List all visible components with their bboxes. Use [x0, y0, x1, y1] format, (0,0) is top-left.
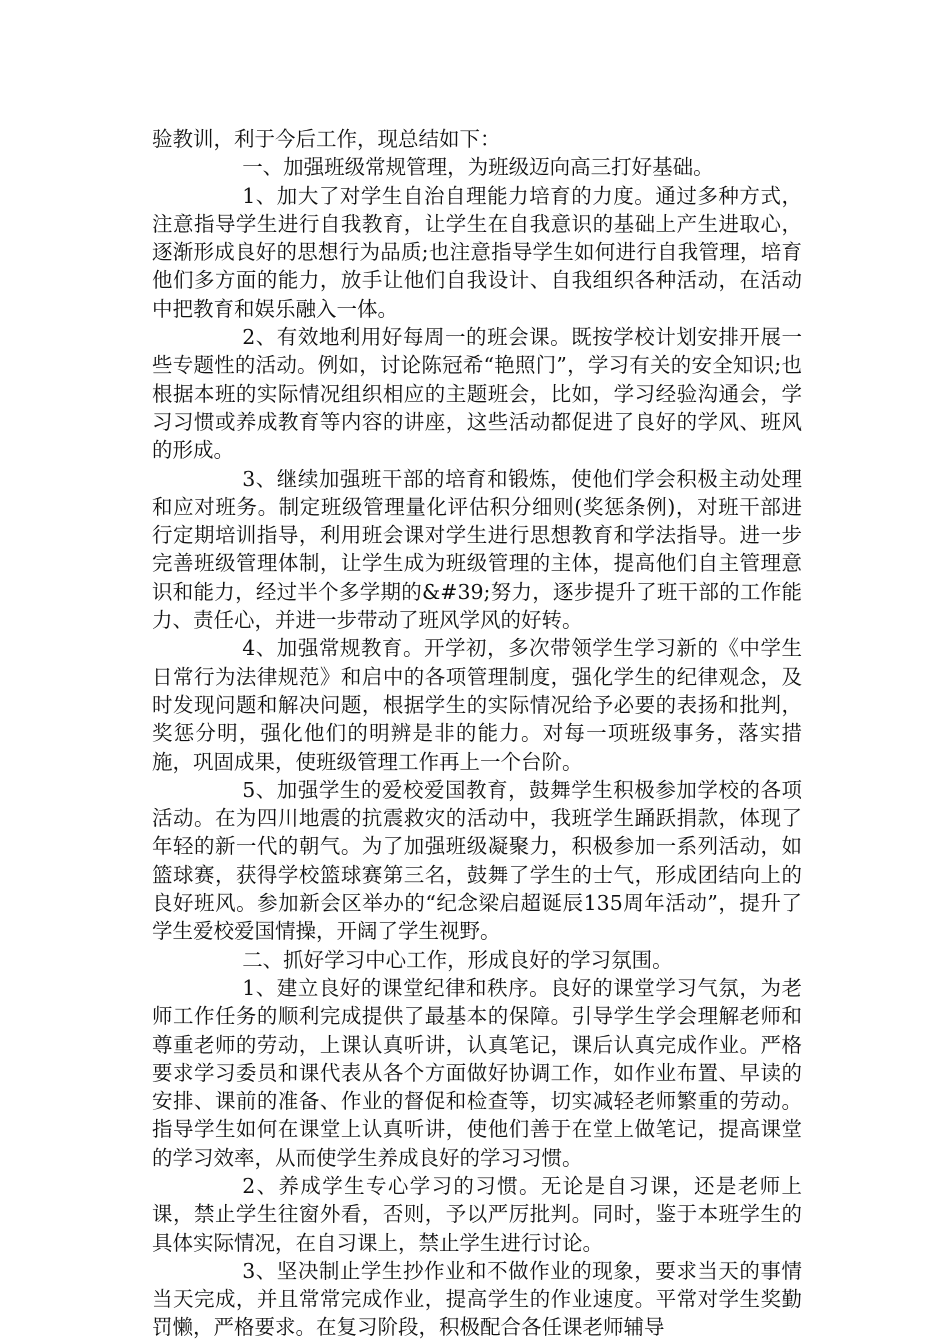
paragraph-intro: 验教训，利于今后工作，现总结如下： — [152, 127, 501, 151]
section-heading-1: 一、加强班级常规管理，为班级迈向高三打好基础。 — [242, 155, 714, 180]
paragraph-1-4: 4、加强常规教育。开学初，多次带领学生学习新的《中学生日常行为法律规范》和启中的各项管理制度，强化学生的纪律观念，及时发现问题和解决问题，根据学生的实际情况给予必要的表扬和批判，奖惩分明，强化他们的明辨是非的能力。对每一项班级事务，落实措施，巩固成果，使班级管理工作再上一个台阶。 — [152, 636, 802, 774]
paragraph-1-5: 5、加强学生的爱校爱国教育，鼓舞学生积极参加学校的各项活动。在为四川地震的抗震救灾的活动中，我班学生踊跃捐款，体现了年轻的新一代的朝气。为了加强班级凝聚力，积极参加一系列活动，如篮球赛，获得学校篮球赛第三名，鼓舞了学生的士气，形成团结向上的良好班风。参加新会区举办的“纪念梁启超诞辰135周年活动”，提升了学生爱校爱国情操，开阔了学生视野。 — [152, 777, 802, 944]
document-body — [152, 125, 802, 1342]
paragraph-2-1: 1、建立良好的课堂纪律和秩序。良好的课堂学习气氛，为老师工作任务的顺利完成提供了最基本的保障。引导学生学会理解老师和尊重老师的劳动，上课认真听讲，认真笔记，课后认真完成作业。严格要求学习委员和课代表从各个方面做好协调工作，如作业布置、早读的安排、课前的准备、作业的督促和检查等，切实减轻老师繁重的劳动。指导学生如何在课堂上认真听讲，使他们善于在堂上做笔记，提高课堂的学习效率，从而使学生养成良好的学习习惯。 — [152, 975, 802, 1170]
paragraph-2-2: 2、养成学生专心学习的习惯。无论是自习课，还是老师上课，禁止学生往窗外看，否则，予以严厉批判。同时，鉴于本班学生的具体实际情况，在自习课上，禁止学生进行讨论。 — [152, 1173, 802, 1255]
paragraph-1-2: 2、有效地利用好每周一的班会课。既按学校计划安排开展一些专题性的活动。例如，讨论陈冠希“艳照门”，学习有关的安全知识;也根据本班的实际情况组织相应的主题班会，比如，学习经验沟通会，学习习惯或养成教育等内容的讲座，这些活动都促进了良好的学风、班风的形成。 — [152, 325, 802, 463]
paragraph-1-3: 3、继续加强班干部的培育和锻炼，使他们学会积极主动处理和应对班务。制定班级管理量化评估积分细则(奖惩条例)，对班干部进行定期培训指导，利用班会课对学生进行思想教育和学法指导。进一步完善班级管理体制，让学生成为班级管理的主体，提高他们自主管理意识和能力，经过半个多学期的&#39;努力，逐步提升了班干部的工作能力、责任心，并进一步带动了班风学风的好转。 — [152, 466, 802, 633]
paragraph-1-1: 1、加大了对学生自治自理能力培育的力度。通过多种方式，注意指导学生进行自我教育，让学生在自我意识的基础上产生进取心，逐渐形成良好的思想行为品质;也注意指导学生如何进行自我管理，培育他们多方面的能力，放手让他们自我设计、自我组织各种活动，在活动中把教育和娱乐融入一体。 — [152, 183, 802, 321]
section-heading-2: 二、抓好学习中心工作，形成良好的学习氛围。 — [242, 947, 673, 972]
paragraph-2-3: 3、坚决制止学生抄作业和不做作业的现象，要求当天的事情当天完成，并且常常完成作业，提高学生的作业速度。平常对学生奖勤罚懒，严格要求。在复习阶段，积极配合各任课老师辅导 — [152, 1258, 802, 1340]
